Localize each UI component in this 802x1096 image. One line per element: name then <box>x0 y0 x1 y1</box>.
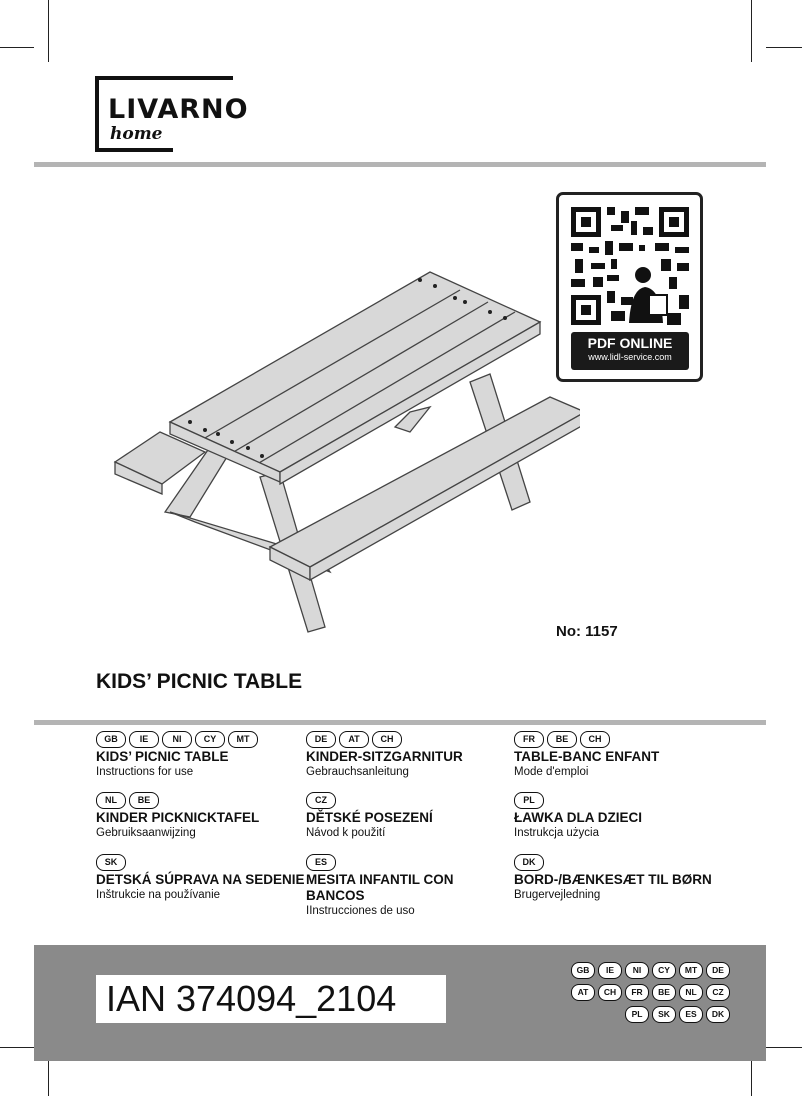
country-code-badge: MT <box>228 731 258 748</box>
footer-badge-row <box>550 1006 730 1023</box>
country-code-badge: BE <box>652 984 676 1001</box>
language-subtitle: Brugervejledning <box>514 889 601 901</box>
country-code-badge: NI <box>625 962 649 979</box>
country-code-badge: ES <box>306 854 336 871</box>
pdf-online-text: PDF ONLINE <box>587 335 673 351</box>
country-code-badge: BE <box>547 731 577 748</box>
country-code-badges <box>306 854 506 871</box>
country-code-badge: DE <box>306 731 336 748</box>
crop-mark <box>751 0 752 62</box>
country-code-badge: ES <box>679 1006 703 1023</box>
crop-mark <box>766 1047 802 1048</box>
country-code-badge: MT <box>679 962 703 979</box>
crop-mark <box>0 47 34 48</box>
brand-logo: LIVARNO <box>108 94 249 125</box>
qr-code-card[interactable] <box>556 192 703 382</box>
footer-badge-row <box>550 984 730 1001</box>
model-number: No: 1157 <box>556 623 618 640</box>
country-code-badge: DE <box>706 962 730 979</box>
language-block <box>514 731 724 778</box>
language-subtitle: Návod k použití <box>306 827 386 839</box>
country-code-badge: BE <box>129 792 159 809</box>
country-code-badge: SK <box>652 1006 676 1023</box>
country-code-badge: SK <box>96 854 126 871</box>
language-title: BORD-/BÆNKESÆT TIL BØRN <box>514 872 712 887</box>
language-title: KINDER-SITZGARNITUR <box>306 749 463 764</box>
country-code-badge: CH <box>598 984 622 1001</box>
language-title: KIDS’ PICNIC TABLE <box>96 749 229 764</box>
country-code-badge: DK <box>514 854 544 871</box>
language-subtitle: IInstrucciones de uso <box>306 905 415 917</box>
language-block <box>306 792 506 839</box>
crop-mark <box>766 47 802 48</box>
pdf-online-url: www.lidl-service.com <box>588 352 672 362</box>
crop-mark <box>48 0 49 62</box>
divider <box>34 720 766 725</box>
country-code-badge: GB <box>571 962 595 979</box>
country-code-badge: CY <box>195 731 225 748</box>
language-title: KINDER PICKNICKTAFEL <box>96 810 260 825</box>
product-title: KIDS’ PICNIC TABLE <box>96 670 303 693</box>
language-block <box>96 731 306 778</box>
country-code-badge: CZ <box>306 792 336 809</box>
country-code-badges <box>514 731 724 748</box>
language-subtitle: Gebrauchsanleitung <box>306 766 409 778</box>
country-code-badge: AT <box>571 984 595 1001</box>
country-code-badge: NI <box>162 731 192 748</box>
country-code-badge: CH <box>372 731 402 748</box>
country-code-badge: PL <box>625 1006 649 1023</box>
country-code-badges <box>514 854 724 871</box>
language-title: TABLE-BANC ENFANT <box>514 749 660 764</box>
language-subtitle: Gebruiksaanwijzing <box>96 827 196 839</box>
country-code-badges <box>96 792 306 809</box>
ian-number: IAN 374094_2104 <box>96 975 446 1023</box>
language-title: ŁAWKA DLA DZIECI <box>514 810 642 825</box>
country-code-badges <box>96 731 306 748</box>
country-code-badge: PL <box>514 792 544 809</box>
qr-code-icon <box>571 207 689 325</box>
language-subtitle: Instructions for use <box>96 766 194 778</box>
country-code-badge: GB <box>96 731 126 748</box>
country-code-badge: NL <box>96 792 126 809</box>
country-code-badge: DK <box>706 1006 730 1023</box>
picnic-table-illustration <box>110 262 580 642</box>
country-code-badge: CH <box>580 731 610 748</box>
language-block <box>306 731 506 778</box>
language-title: MESITA INFANTIL CON BANCOS <box>306 872 454 903</box>
footer-badge-row <box>550 962 730 979</box>
language-title: DETSKÁ SÚPRAVA NA SEDENIE <box>96 872 305 887</box>
pdf-online-label <box>571 332 689 370</box>
country-code-badge: IE <box>129 731 159 748</box>
language-subtitle: Inštrukcie na používanie <box>96 889 221 901</box>
language-block <box>514 792 724 839</box>
country-code-badge: CY <box>652 962 676 979</box>
divider <box>34 162 766 167</box>
country-code-badges <box>514 792 724 809</box>
country-code-badges <box>306 731 506 748</box>
language-block <box>306 854 506 917</box>
language-subtitle: Instrukcja użycia <box>514 827 600 839</box>
country-code-badges <box>96 854 306 871</box>
language-subtitle: Mode d'emploi <box>514 766 589 778</box>
crop-mark <box>0 1047 34 1048</box>
brand-logo-sub: home <box>110 124 163 144</box>
country-code-badge: AT <box>339 731 369 748</box>
country-code-badge: FR <box>514 731 544 748</box>
language-block <box>96 792 306 839</box>
country-code-badge: FR <box>625 984 649 1001</box>
country-code-badges <box>306 792 506 809</box>
country-code-badge: NL <box>679 984 703 1001</box>
language-block <box>514 854 724 901</box>
country-code-badge: IE <box>598 962 622 979</box>
country-code-badge: CZ <box>706 984 730 1001</box>
language-block <box>96 854 306 901</box>
language-title: DĚTSKÉ POSEZENÍ <box>306 810 433 825</box>
